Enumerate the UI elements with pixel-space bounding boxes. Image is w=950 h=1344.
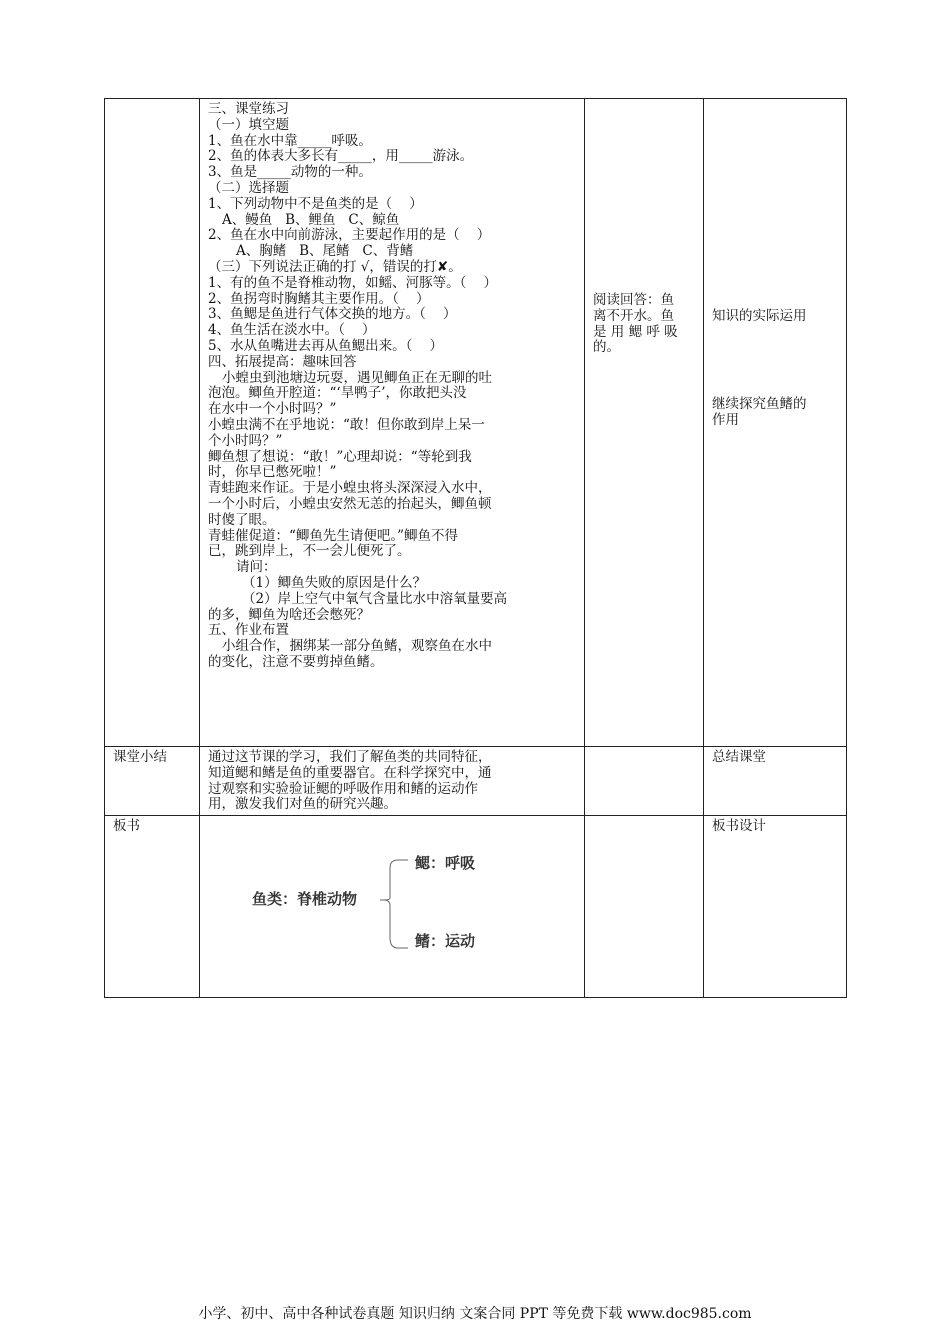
- practice-lines: [208, 102, 578, 671]
- text-line: 继续探究鱼鳍的: [712, 395, 807, 412]
- summary-content-cell: [200, 747, 585, 816]
- text-line: 已，跳到岸上，不一会儿便死了。: [208, 543, 411, 560]
- text-line: 在水中一个小时吗？”: [208, 401, 337, 418]
- text-line: 四、拓展提高：趣味回答: [208, 353, 357, 370]
- summary-intent: 总结课堂: [704, 747, 847, 816]
- text-line: 过观察和实验验证鳃的呼吸作用和鳍的运动作: [208, 780, 478, 797]
- text-line: 的。: [593, 339, 620, 356]
- text-line: 3、鱼鳃是鱼进行气体交换的地方。（ ）: [208, 306, 457, 323]
- text-line: 通过这节课的学习，我们了解鱼类的共同特征，: [208, 749, 492, 765]
- text-line: A、胸鳍 B、尾鳍 C、背鳍: [236, 243, 414, 260]
- text-line: 个小时吗？”: [208, 432, 283, 449]
- board-diagram: [200, 816, 584, 992]
- summary-activity-cell: [585, 747, 704, 816]
- text-line: 用，激发我们对鱼的研究兴趣。: [208, 796, 397, 813]
- board-branch-fins: 鳍：运动: [415, 932, 476, 951]
- board-content-cell: [200, 816, 585, 998]
- text-line: 作用: [712, 411, 739, 428]
- board-main-node: 鱼类：脊椎动物: [252, 890, 358, 909]
- text-line: 的变化，注意不要剪掉鱼鳍。: [208, 653, 384, 670]
- text-line: 2、鱼拐弯时胸鳍其主要作用。（ ）: [208, 290, 430, 307]
- text-line: 三、课堂练习: [208, 101, 289, 117]
- text-line: （1）鲫鱼失败的原因是什么？: [242, 574, 427, 591]
- board-intent: 板书设计: [704, 816, 847, 998]
- text-line: 阅读回答：鱼: [593, 292, 674, 308]
- page-footer: 小学、初中、高中各种试卷真题 知识归纳 文案合同 PPT 等免费下载 www.doc985.com: [198, 1306, 752, 1322]
- summary-row: [105, 747, 847, 816]
- student-activity-text: [593, 293, 697, 356]
- text-line: 3、鱼是_____动物的一种。: [208, 164, 372, 181]
- text-line: 知道鳃和鳍是鱼的重要器官。在科学探究中，通: [208, 764, 492, 781]
- practice-row: [105, 99, 847, 747]
- text-line: 5、水从鱼嘴进去再从鱼鳃出来。（ ）: [208, 337, 444, 354]
- text-line: 2、鱼的体表大多长有_____，用_____游泳。: [208, 148, 474, 165]
- text-line: 的多，鲫鱼为啥还会憋死？: [208, 606, 370, 623]
- text-line: 4、鱼生活在淡水中。（ ）: [208, 322, 376, 339]
- text-line: 青蛙催促道：“鲫鱼先生请便吧。”鲫鱼不得: [208, 527, 459, 544]
- text-line: 2、鱼在水中向前游泳，主要起作用的是（ ）: [208, 227, 491, 244]
- text-line: 1、有的鱼不是脊椎动物，如鳐、河豚等。（ ）: [208, 274, 498, 291]
- intent-explore-fins: [712, 397, 840, 429]
- board-label: 板书: [105, 816, 200, 998]
- student-activity-cell: [585, 99, 704, 747]
- text-line: （三）下列说法正确的打 √，错误的打✘。: [208, 258, 462, 275]
- text-line: 鲫鱼想了想说：“敢！”心理却说：“等轮到我: [208, 448, 472, 465]
- text-line: 小组合作，捆绑某一部分鱼鳍，观察鱼在水中: [222, 638, 492, 655]
- text-line: 1、鱼在水中靠_____呼吸。: [208, 132, 372, 149]
- text-line: （二）选择题: [208, 179, 289, 196]
- lesson-plan-table: [104, 98, 847, 998]
- text-line: 小蝗虫到池塘边玩耍，遇见鲫鱼正在无聊的吐: [222, 369, 492, 386]
- summary-text: [208, 750, 578, 813]
- practice-content-cell: [200, 99, 585, 747]
- text-line: 小蝗虫满不在乎地说：“敢！但你敢到岸上呆一: [208, 416, 485, 433]
- text-line: 1、下列动物中不是鱼类的是（ ）: [208, 195, 423, 212]
- text-line: 时傻了眼。: [208, 511, 276, 528]
- text-line: （2）岸上空气中氧气含量比水中溶氧量要高: [242, 590, 508, 607]
- intent-cell: [704, 99, 847, 747]
- text-line: 离不开水。鱼: [593, 307, 674, 324]
- text-line: 泡泡。鲫鱼开腔道：“‘旱鸭子’，你敢把头没: [208, 385, 467, 402]
- text-line: 时，你早已憋死啦！”: [208, 464, 337, 481]
- text-line: 五、作业布置: [208, 622, 289, 639]
- text-line: 一个小时后，小蝗虫安然无恙的抬起头，鲫鱼顿: [208, 495, 492, 512]
- intent-knowledge-use: 知识的实际运用: [712, 308, 807, 324]
- text-line: 请问：: [236, 559, 277, 576]
- board-branch-gills: 鳃：呼吸: [415, 854, 476, 873]
- board-row: [105, 816, 847, 998]
- board-activity-cell: [585, 816, 704, 998]
- text-line: A、鳗鱼 B、鲤鱼 C、鲸鱼: [222, 211, 400, 228]
- brace-icon: [370, 856, 410, 956]
- text-line: （一）填空题: [208, 116, 289, 133]
- practice-label-cell: [105, 99, 200, 747]
- summary-label: 课堂小结: [105, 747, 200, 816]
- text-line: 是 用 鳃 呼 吸: [593, 323, 678, 340]
- text-line: 青蛙跑来作证。于是小蝗虫将头深深浸入水中，: [208, 480, 492, 497]
